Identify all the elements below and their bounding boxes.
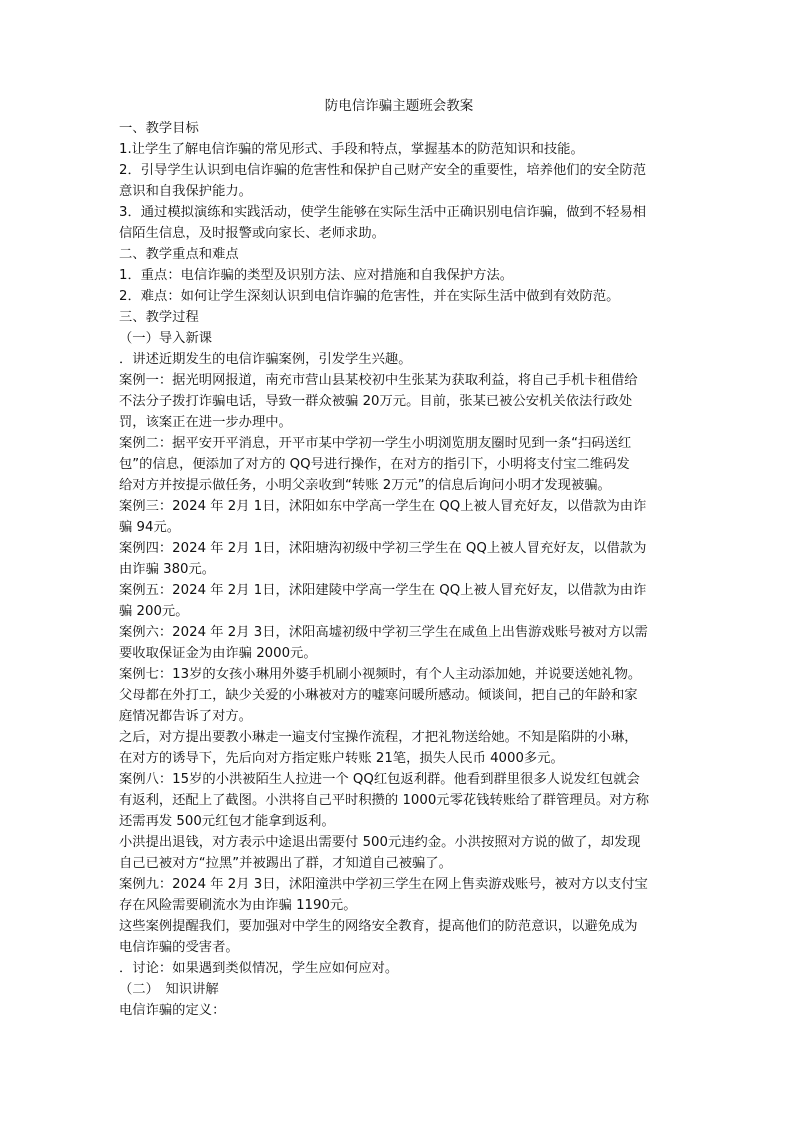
- case-7-line-5: 在对方的诱导下，先后向对方指定账户转账 21笔，损失人民币 4000多元。: [119, 751, 564, 766]
- subsection-intro: （一）导入新课: [119, 331, 213, 346]
- case-6-line-2: 要收取保证金为由诈骗 2000元。: [119, 646, 317, 661]
- case-5-line-2: 骗 200元。: [119, 604, 189, 619]
- lesson-plan-body: [119, 96, 679, 1021]
- case-7-line-2: 父母都在外打工，缺少关爱的小琳被对方的嘘寒问暖所感动。倾谈间，把自己的年龄和家: [119, 688, 638, 703]
- case-1-line-1: 案例一：据光明网报道，南充市营山县某校初中生张某为获取利益，将自己手机卡租借给: [119, 373, 638, 388]
- discussion-item: ．讨论：如果遇到类似情况，学生应如何应对。: [119, 961, 399, 976]
- case-1-line-3: 罚，该案正在进一步办理中。: [119, 415, 292, 430]
- key-point: 1．重点：电信诈骗的类型及识别方法、应对措施和自我保护方法。: [119, 268, 514, 283]
- section-heading-process: 三、教学过程: [119, 310, 199, 325]
- intro-item: ．讲述近期发生的电信诈骗案例，引发学生兴趣。: [119, 352, 412, 367]
- case-3-line-2: 骗 94元。: [119, 520, 181, 535]
- goal-2-line-2: 意识和自我保护能力。: [119, 184, 252, 199]
- goal-1: 1.让学生了解电信诈骗的常见形式、手段和特点，掌握基本的防范知识和技能。: [119, 142, 584, 157]
- difficult-point: 2．难点：如何让学生深刻认识到电信诈骗的危害性，并在实际生活中做到有效防范。: [119, 289, 620, 304]
- goal-2-line-1: 2．引导学生认识到电信诈骗的危害性和保护自己财产安全的重要性，培养他们的安全防范: [119, 163, 647, 178]
- section-heading-goals: 一、教学目标: [119, 121, 199, 136]
- document-title: 防电信诈骗主题班会教案: [324, 98, 474, 114]
- case-7-line-3: 庭情况都告诉了对方。: [119, 709, 252, 724]
- case-4-line-1: 案例四：2024 年 2月 1日，沭阳塘沟初级中学初三学生在 QQ上被人冒充好友，以借款为: [119, 541, 647, 556]
- case-8-line-4: 小洪提出退钱，对方表示中途退出需要付 500元违约金。小洪按照对方说的做了，却发现: [119, 835, 641, 850]
- section-heading-key-points: 二、教学重点和难点: [119, 247, 239, 262]
- case-7-line-1: 案例七：13岁的女孩小琳用外婆手机刷小视频时，有个人主动添加她，并说要送她礼物。: [119, 667, 642, 682]
- case-7-line-4: 之后，对方提出要教小琳走一遍支付宝操作流程，才把礼物送给她。不知是陷阱的小琳，: [119, 730, 638, 745]
- case-2-line-2: 包”的信息，便添加了对方的 QQ号进行操作，在对方的指引下，小明将支付宝二维码发: [119, 457, 630, 472]
- case-5-line-1: 案例五：2024 年 2月 1日，沭阳建陵中学高一学生在 QQ上被人冒充好友，以借款为由诈: [119, 583, 647, 598]
- case-3-line-1: 案例三：2024 年 2月 1日，沭阳如东中学高一学生在 QQ上被人冒充好友，以借款为由诈: [119, 499, 647, 514]
- case-8-line-1: 案例八：15岁的小洪被陌生人拉进一个 QQ红包返利群。他看到群里很多人说发红包就会: [119, 772, 640, 787]
- goal-3-line-1: 3．通过模拟演练和实践活动，使学生能够在实际生活中正确识别电信诈骗，做到不轻易相: [119, 205, 647, 220]
- subsection-knowledge: （二） 知识讲解: [119, 982, 219, 997]
- definition-label: 电信诈骗的定义：: [119, 1003, 226, 1018]
- case-2-line-1: 案例二：据平安开平消息，开平市某中学初一学生小明浏览朋友圈时见到一条“扫码送红: [119, 436, 632, 451]
- case-4-line-2: 由诈骗 380元。: [119, 562, 216, 577]
- summary-line-2: 电信诈骗的受害者。: [119, 940, 239, 955]
- case-9-line-2: 存在风险需要刷流水为由诈骗 1190元。: [119, 898, 357, 913]
- case-1-line-2: 不法分子拨打诈骗电话，导致一群众被骗 20万元。目前，张某已被公安机关依法行政处: [119, 394, 633, 409]
- case-8-line-5: 自己已被对方“拉黑”并被踢出了群，才知道自己被骗了。: [119, 856, 452, 871]
- case-9-line-1: 案例九：2024 年 2月 3日，沭阳潼洪中学初三学生在网上售卖游戏账号，被对方以支付宝: [119, 877, 648, 892]
- case-2-line-3: 给对方并按提示做任务，小明父亲收到“转账 2万元”的信息后询问小明才发现被骗。: [119, 478, 611, 493]
- goal-3-line-2: 信陌生信息，及时报警或向家长、老师求助。: [119, 226, 385, 241]
- case-8-line-3: 还需再发 500元红包才能拿到返利。: [119, 814, 335, 829]
- case-8-line-2: 有返利，还配上了截图。小洪将自己平时积攒的 1000元零花钱转账给了群管理员。对方称: [119, 793, 650, 808]
- case-6-line-1: 案例六：2024 年 2月 3日，沭阳高墟初级中学初三学生在咸鱼上出售游戏账号被对方以需: [119, 625, 648, 640]
- summary-line-1: 这些案例提醒我们，要加强对中学生的网络安全教育，提高他们的防范意识，以避免成为: [119, 919, 638, 934]
